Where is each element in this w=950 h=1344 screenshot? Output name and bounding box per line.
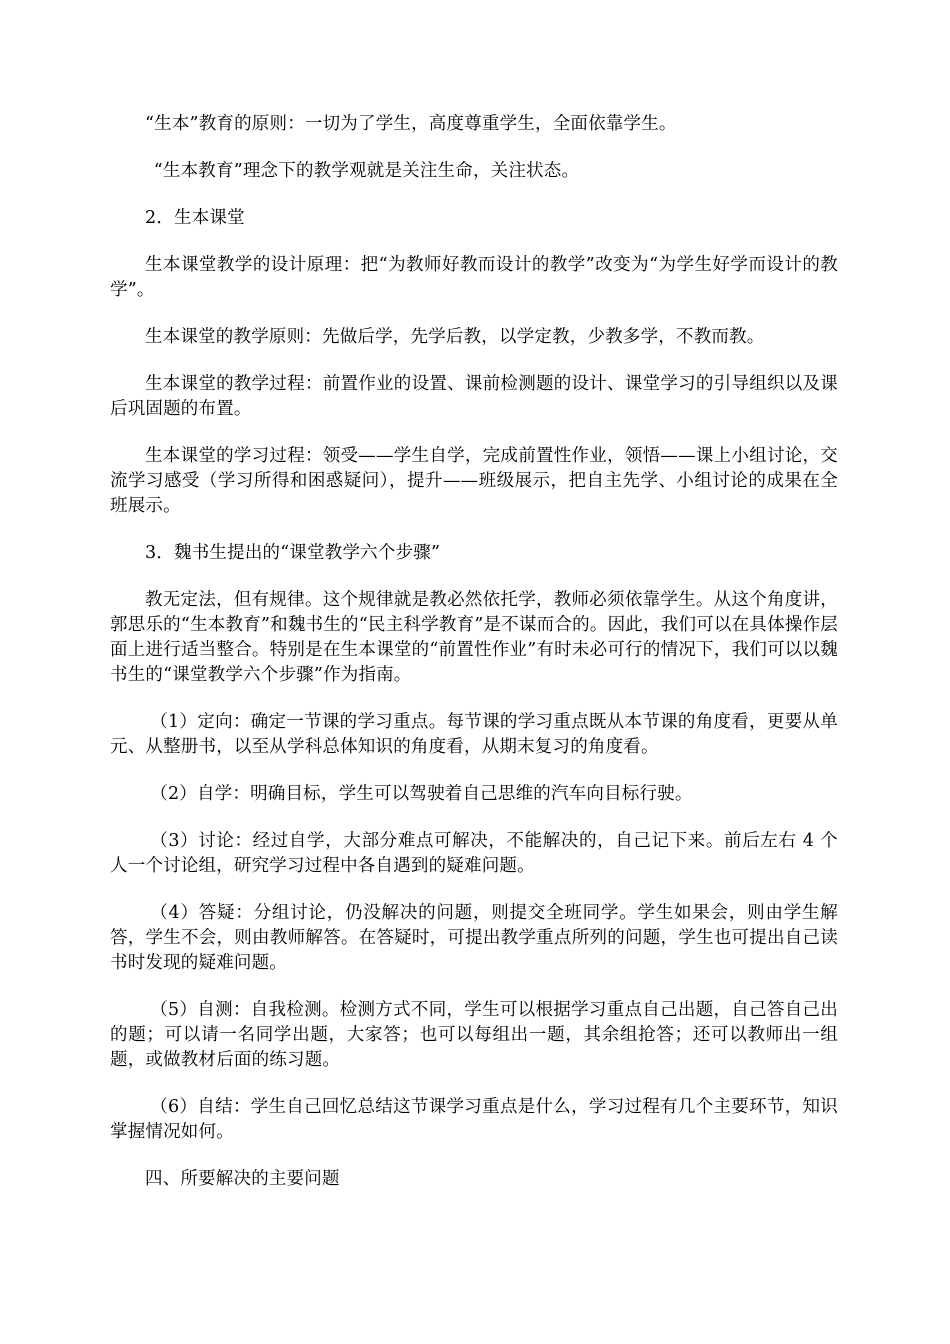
paragraph-teaching-principle: 生本课堂的教学原则：先做后学，先学后教，以学定教，少教多学，不教而教。 (145, 327, 765, 347)
section-heading-3: 3．魏书生提出的“课堂教学六个步骤” (145, 543, 441, 563)
section-heading-4: 四、所要解决的主要问题 (145, 1169, 340, 1189)
paragraph-learning-process: 生本课堂的学习过程：领受——学生自学，完成前置性作业，领悟——课上小组讨论，交流学习感受（学习所得和困惑疑问），提升——班级展示，把自主先学、小组讨论的成果在全班展示。 (110, 446, 838, 516)
paragraph-teaching-view: “生本教育”理念下的教学观就是关注生命，关注状态。 (153, 161, 580, 181)
paragraph-step-5: （5）自测：自我检测。检测方式不同，学生可以根据学习重点自己出题，自己答自己出的题；可以请一名同学出题，大家答；也可以每组出一题，其余组抢答；还可以教师出一组题，或做教材后面的练习题。 (110, 1000, 838, 1070)
paragraph-step-2: （2）自学：明确目标，学生可以驾驶着自己思维的汽车向目标行驶。 (150, 784, 693, 804)
document-body (110, 112, 838, 1214)
paragraph-teaching-process: 生本课堂的教学过程：前置作业的设置、课前检测题的设计、课堂学习的引导组织以及课后巩固题的布置。 (110, 374, 838, 419)
paragraph-no-fixed-method: 教无定法，但有规律。这个规律就是教必然依托学，教师必须依靠学生。从这个角度讲，郭思乐的“生本教育”和魏书生的“民主科学教育”是不谋而合的。因此，我们可以在具体操作层面上进行适当整合。特别是在生本课堂的“前置性作业”有时未必可行的情况下，我们可以以魏书生的“课堂教学六个步骤”作为指南。 (110, 590, 838, 685)
paragraph-step-6: （6）自结：学生自己回忆总结这节课学习重点是什么，学习过程有几个主要环节，知识掌握情况如何。 (110, 1097, 838, 1142)
paragraph-step-3: （3）讨论：经过自学，大部分难点可解决，不能解决的，自己记下来。前后左右 4 个人一个讨论组，研究学习过程中各自遇到的疑难问题。 (110, 831, 838, 876)
paragraph-step-1: （1）定向：确定一节课的学习重点。每节课的学习重点既从本节课的角度看，更要从单元、从整册书，以至从学科总体知识的角度看，从期末复习的角度看。 (110, 712, 838, 757)
paragraph-step-4: （4）答疑：分组讨论，仍没解决的问题，则提交全班同学。学生如果会，则由学生解答，学生不会，则由教师解答。在答疑时，可提出教学重点所列的问题，学生也可提出自己读书时发现的疑难问题。 (110, 903, 838, 973)
paragraph-design-principle: 生本课堂教学的设计原理：把“为教师好教而设计的教学”改变为“为学生好学而设计的教学”。 (110, 255, 838, 300)
paragraph-principle: “生本”教育的原则：一切为了学生，高度尊重学生，全面依靠学生。 (145, 114, 677, 134)
section-heading-2: 2．生本课堂 (145, 208, 245, 228)
